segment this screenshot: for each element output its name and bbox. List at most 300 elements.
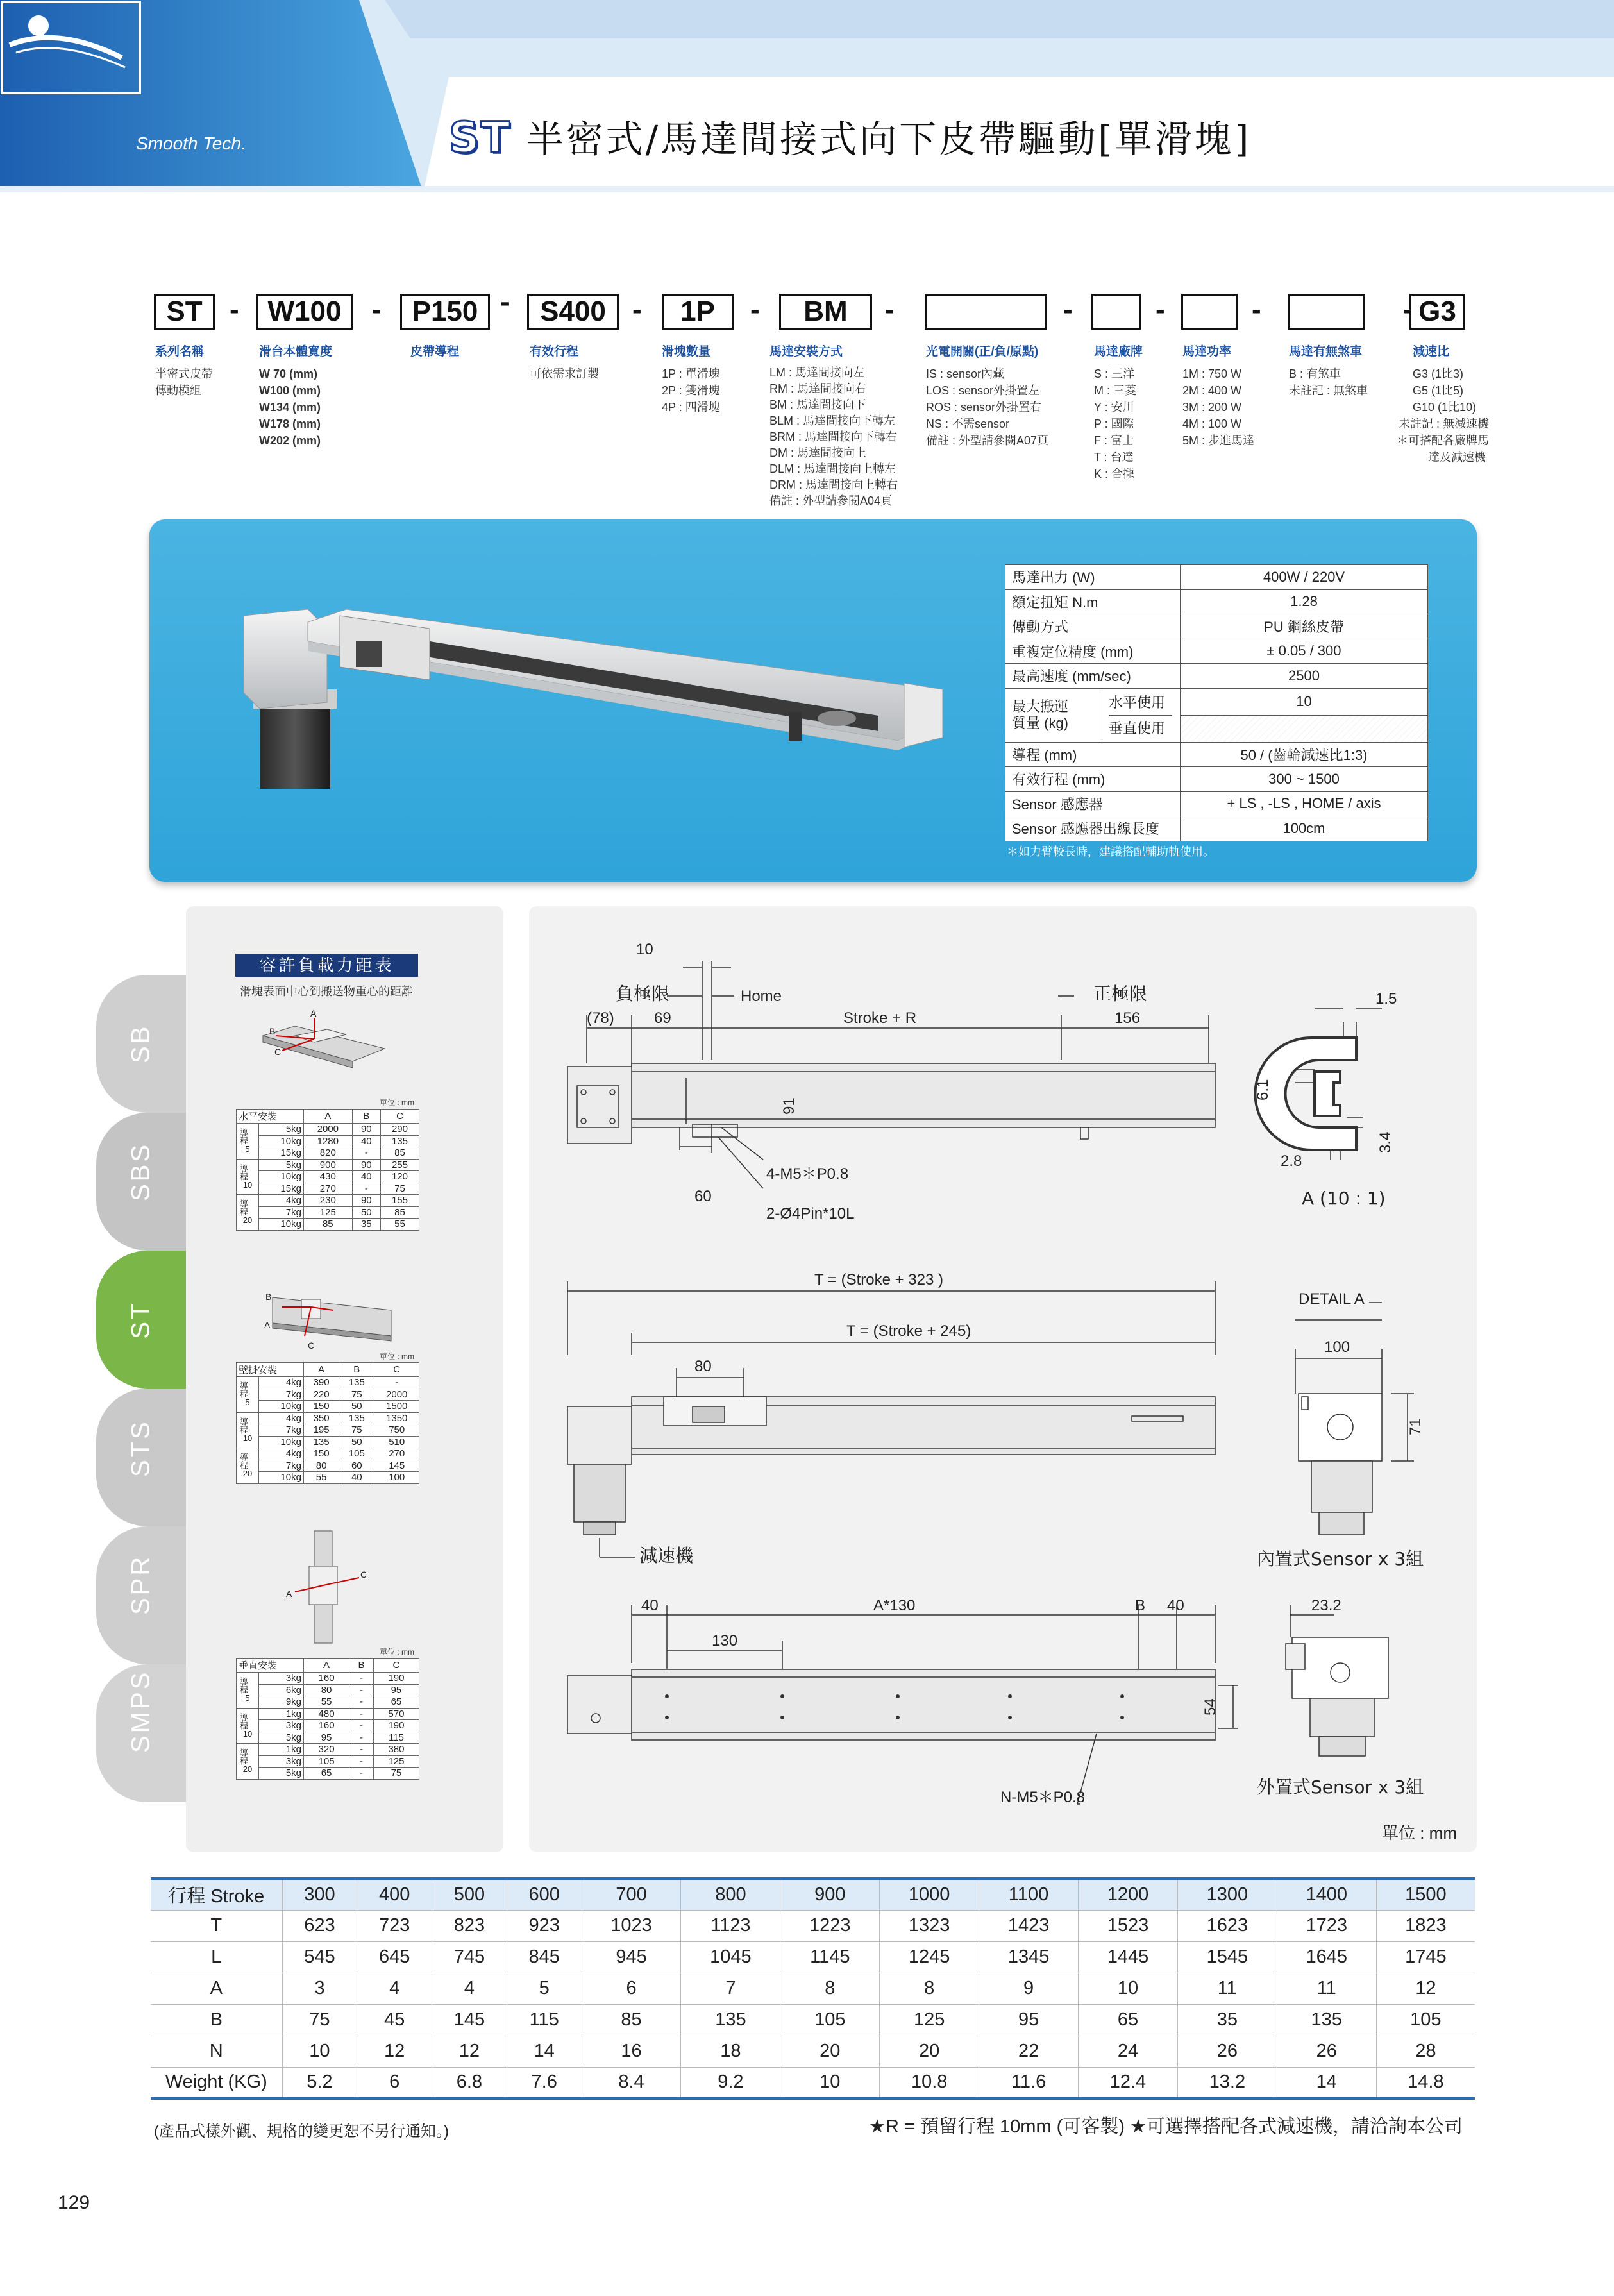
load-cell: - xyxy=(349,1708,374,1720)
pn-dash: - xyxy=(500,286,510,317)
dim-6-1: 6.1 xyxy=(1254,1079,1272,1101)
dims-cell: 7.6 xyxy=(507,2067,582,2098)
pn-dash: - xyxy=(372,294,382,325)
load-lead-value: 10 xyxy=(242,1728,253,1739)
load-row xyxy=(237,1472,419,1484)
dims-row xyxy=(151,1941,1475,1973)
load-cell: 7kg xyxy=(259,1424,304,1437)
spec-value: PU 鋼絲皮帶 xyxy=(1181,614,1428,639)
load-cell: 85 xyxy=(380,1147,419,1160)
dims-cell: 10 xyxy=(780,2067,880,2098)
dims-cell: 1000 xyxy=(880,1878,979,1910)
dims-cell: 11.6 xyxy=(979,2067,1079,2098)
tab-spr[interactable] xyxy=(96,1526,186,1664)
axis-label-a: A xyxy=(264,1320,271,1330)
dims-cell: 10.8 xyxy=(880,2067,979,2098)
dims-cell: 6.8 xyxy=(432,2067,507,2098)
load-lead-cell xyxy=(237,1448,259,1484)
load-cell: 7kg xyxy=(259,1206,304,1219)
dim-156: 156 xyxy=(1114,1009,1141,1027)
load-cell: 10kg xyxy=(259,1135,304,1147)
load-lead-cell xyxy=(237,1708,259,1744)
load-cell: 10kg xyxy=(259,1436,304,1448)
brand-logo xyxy=(0,0,144,96)
dims-cell: 115 xyxy=(507,2004,582,2036)
pn-col-line: 傳動模組 xyxy=(155,384,201,397)
dims-cell: 623 xyxy=(282,1910,357,1941)
load-cell: 2000 xyxy=(304,1124,353,1136)
load-row xyxy=(237,1460,419,1472)
load-cell: 900 xyxy=(304,1159,353,1171)
load-lead-cell xyxy=(237,1159,259,1195)
load-cell: 195 xyxy=(304,1424,339,1437)
pn-col-line: 達及減速機 xyxy=(1428,451,1486,464)
vertical-label: 垂直使用 xyxy=(1109,720,1166,736)
spec-label: 馬達出力 (W) xyxy=(1005,565,1181,590)
pn-box-slider: 1P xyxy=(662,294,734,330)
dims-cell: 1723 xyxy=(1277,1910,1376,1941)
pn-col-series xyxy=(155,344,213,399)
load-row xyxy=(237,1159,419,1171)
tab-sb[interactable] xyxy=(96,975,186,1113)
load-chart-title: 容許負載力距表 xyxy=(235,954,418,977)
pn-col-gear xyxy=(1390,344,1489,466)
tab-label: STS xyxy=(126,1419,155,1477)
detail-a-label: DETAIL A xyxy=(1299,1290,1365,1308)
dims-cell: 1145 xyxy=(780,1941,880,1973)
pn-dash: - xyxy=(1403,294,1413,325)
axis-label-c: C xyxy=(308,1340,315,1351)
load-row xyxy=(237,1124,419,1136)
pn-col-line: B : 有煞車 xyxy=(1289,367,1341,380)
dims-cell: 26 xyxy=(1277,2036,1376,2067)
load-row xyxy=(237,1755,419,1768)
pn-col-stroke xyxy=(530,344,599,382)
dims-cell: 500 xyxy=(432,1878,507,1910)
dims-cell: 1200 xyxy=(1079,1878,1178,1910)
title-text: 半密式/馬達間接式向下皮帶驅動[單滑塊] xyxy=(526,117,1252,161)
vertical-value xyxy=(1181,715,1428,742)
load-cell: 60 xyxy=(339,1460,374,1472)
load-cell: 125 xyxy=(373,1755,419,1768)
dims-cell: 1123 xyxy=(681,1910,780,1941)
detail-scale-label: A (10 : 1) xyxy=(1302,1188,1386,1209)
dims-cell: 11 xyxy=(1277,1973,1376,2004)
page-number: 129 xyxy=(58,2192,90,2213)
load-cell: 1350 xyxy=(374,1412,419,1424)
dims-cell: 1245 xyxy=(880,1941,979,1973)
dims-cell: 945 xyxy=(582,1941,681,1973)
spec-label: 導程 (mm) xyxy=(1005,742,1181,767)
tab-st[interactable] xyxy=(96,1251,186,1389)
dims-cell: 65 xyxy=(1079,2004,1178,2036)
load-cell: 150 xyxy=(304,1401,339,1413)
load-cell: 230 xyxy=(304,1195,353,1207)
dim-130: 130 xyxy=(712,1632,738,1650)
spec-row xyxy=(1005,565,1428,590)
dims-cell: 3 xyxy=(282,1973,357,2004)
dims-cell: 1023 xyxy=(582,1910,681,1941)
load-cell: 380 xyxy=(373,1744,419,1756)
spec-label-max-load-text xyxy=(1012,698,1089,732)
spec-label-max-load xyxy=(1005,688,1181,742)
load-lead-value: 20 xyxy=(242,1764,253,1775)
load-row xyxy=(237,1377,419,1389)
load-header-cell: C xyxy=(380,1110,419,1124)
load-row xyxy=(237,1147,419,1160)
dimensions-table xyxy=(151,1877,1475,2100)
load-cell: 10kg xyxy=(259,1171,304,1183)
dims-row-label: Weight (KG) xyxy=(151,2067,282,2098)
dims-cell: 1823 xyxy=(1376,1910,1475,1941)
load-lead-label: 導程 xyxy=(239,1381,248,1399)
dims-cell: 645 xyxy=(357,1941,432,1973)
pn-col-width xyxy=(259,344,332,449)
spec-label: 傳動方式 xyxy=(1005,614,1181,639)
load-cell: 50 xyxy=(352,1206,380,1219)
load-row xyxy=(237,1448,419,1460)
load-row xyxy=(237,1401,419,1413)
drawing-unit: 單位 : mm xyxy=(1382,1823,1457,1843)
technical-drawing xyxy=(529,906,1477,1852)
pn-box-stroke: S400 xyxy=(527,294,619,330)
dims-cell: 1423 xyxy=(979,1910,1079,1941)
load-cell: 10kg xyxy=(259,1401,304,1413)
load-cell: 75 xyxy=(373,1768,419,1780)
dims-cell: 95 xyxy=(979,2004,1079,2036)
load-cell: 6kg xyxy=(259,1684,304,1696)
dim-1-5: 1.5 xyxy=(1375,990,1397,1008)
pn-dash: - xyxy=(230,294,239,325)
dims-cell: 1323 xyxy=(880,1910,979,1941)
pn-col-line: 未註記 : 無減速機 xyxy=(1398,418,1489,430)
pn-col-line: W134 (mm) xyxy=(259,401,321,414)
dims-cell: 1645 xyxy=(1277,1941,1376,1973)
load-header-row xyxy=(237,1659,419,1673)
dims-cell: 1100 xyxy=(979,1878,1079,1910)
dims-cell: 600 xyxy=(507,1878,582,1910)
dim-69: 69 xyxy=(654,1009,671,1027)
dims-cell: 845 xyxy=(507,1941,582,1973)
pn-col-line: 5M : 步進馬達 xyxy=(1182,434,1255,447)
pn-col-line: 3M : 200 W xyxy=(1182,401,1242,414)
load-cell: 10kg xyxy=(259,1472,304,1484)
load-lead-label: 導程 xyxy=(239,1128,248,1145)
dims-row-label: 行程 Stroke xyxy=(151,1878,282,1910)
m5-label: 4-M5＊P0.8 xyxy=(766,1165,849,1183)
pn-box-mount: BM xyxy=(779,294,872,330)
brand-name: Smooth Tech. xyxy=(136,133,246,153)
load-cell: 9kg xyxy=(259,1696,304,1709)
load-cell: 1kg xyxy=(259,1744,304,1756)
dims-cell: 5 xyxy=(507,1973,582,2004)
load-cell: 5kg xyxy=(259,1124,304,1136)
dims-cell: 1300 xyxy=(1177,1878,1277,1910)
wall-mount-sketch xyxy=(256,1285,410,1355)
pn-col-line: DLM : 馬達間接向上轉左 xyxy=(769,462,896,475)
load-cell: 50 xyxy=(339,1401,374,1413)
load-cell: 190 xyxy=(373,1673,419,1685)
load-header-cell: A xyxy=(304,1110,353,1124)
load-cell: - xyxy=(349,1744,374,1756)
pos-limit-label: 正極限 xyxy=(1093,983,1148,1004)
load-cell: 35 xyxy=(352,1219,380,1231)
spec-value: 300 ~ 1500 xyxy=(1181,767,1428,792)
dims-cell: 12 xyxy=(432,2036,507,2067)
load-row xyxy=(237,1195,419,1207)
load-header-cell: C xyxy=(373,1659,419,1673)
spec-row xyxy=(1005,664,1428,689)
load-cell: 270 xyxy=(374,1448,419,1460)
load-cell: 105 xyxy=(304,1755,349,1768)
tab-sts[interactable] xyxy=(96,1389,186,1526)
spec-row xyxy=(1005,614,1428,639)
dims-cell: 1223 xyxy=(780,1910,880,1941)
product-image xyxy=(237,590,955,795)
load-cell: 1kg xyxy=(259,1708,304,1720)
dims-cell: 145 xyxy=(432,2004,507,2036)
pn-dash: - xyxy=(1063,294,1073,325)
load-cell: 90 xyxy=(352,1159,380,1171)
spec-label: 最高速度 (mm/sec) xyxy=(1005,664,1181,689)
axis-label-a: A xyxy=(310,1010,317,1018)
pn-col-line: 4P : 四滑塊 xyxy=(662,401,720,414)
load-cell: 40 xyxy=(339,1472,374,1484)
load-cell: - xyxy=(352,1147,380,1160)
load-header-cell: A xyxy=(304,1363,339,1377)
load-row xyxy=(237,1673,419,1685)
pn-col-header: 有效行程 xyxy=(530,345,579,359)
pn-col-line: T : 台達 xyxy=(1094,451,1134,464)
dims-cell: 4 xyxy=(357,1973,432,2004)
load-row xyxy=(237,1708,419,1720)
dim-40b: 40 xyxy=(1167,1597,1184,1614)
pn-col-brand xyxy=(1094,344,1143,482)
dims-cell: 800 xyxy=(681,1878,780,1910)
pn-col-line: ＊可搭配各廠牌馬 xyxy=(1397,434,1489,447)
load-cell: 80 xyxy=(304,1684,349,1696)
dim-40a: 40 xyxy=(641,1597,659,1614)
pn-col-header: 馬達有無煞車 xyxy=(1289,345,1363,359)
load-cell: 100 xyxy=(374,1472,419,1484)
pn-col-mount xyxy=(769,344,898,509)
spec-label: 有效行程 (mm) xyxy=(1005,767,1181,792)
load-lead-label: 導程 xyxy=(239,1163,248,1181)
load-header-cell: A xyxy=(304,1659,349,1673)
load-cell: 5kg xyxy=(259,1732,304,1744)
load-cell: 65 xyxy=(373,1696,419,1709)
load-cell: - xyxy=(349,1673,374,1685)
load-lead-cell xyxy=(237,1124,259,1160)
pn-box-power xyxy=(1181,294,1238,330)
load-cell: 750 xyxy=(374,1424,419,1437)
load-cell: - xyxy=(349,1684,374,1696)
spec-label-max-load-wrap xyxy=(1012,690,1173,741)
dims-cell: 18 xyxy=(681,2036,780,2067)
load-cell: 55 xyxy=(380,1219,419,1231)
load-cell: 55 xyxy=(304,1696,349,1709)
axis-label-c: C xyxy=(274,1047,282,1057)
spec-row xyxy=(1005,639,1428,664)
axis-label-c: C xyxy=(360,1569,367,1580)
dims-cell: 16 xyxy=(582,2036,681,2067)
horizontal-value: 10 xyxy=(1181,688,1428,715)
load-cell: 1280 xyxy=(304,1135,353,1147)
vertical-mount-sketch xyxy=(282,1528,385,1650)
spec-label: 重複定位精度 (mm) xyxy=(1005,639,1181,664)
load-cell: 85 xyxy=(304,1219,353,1231)
tab-label: SMPS xyxy=(126,1669,155,1753)
load-cell: 145 xyxy=(374,1460,419,1472)
dims-cell: 28 xyxy=(1376,2036,1475,2067)
load-row xyxy=(237,1389,419,1401)
dim-t-323: T = (Stroke + 323 ) xyxy=(814,1271,943,1288)
load-cell: 320 xyxy=(304,1744,349,1756)
pn-col-header: 馬達安裝方式 xyxy=(769,345,843,359)
pn-col-header: 系列名稱 xyxy=(155,345,205,359)
page-header xyxy=(0,0,1614,199)
load-cell: 135 xyxy=(380,1135,419,1147)
load-cell: 390 xyxy=(304,1377,339,1389)
dims-cell: 8 xyxy=(780,1973,880,2004)
load-cell: 40 xyxy=(352,1171,380,1183)
pn-box-lead: P150 xyxy=(400,294,490,330)
spec-row xyxy=(1005,767,1428,792)
dims-cell: 745 xyxy=(432,1941,507,1973)
pn-col-lead xyxy=(410,344,459,366)
load-cell: 155 xyxy=(380,1195,419,1207)
load-table-horizontal xyxy=(236,1109,419,1231)
pn-col-line: 2P : 雙滑塊 xyxy=(662,384,720,397)
tab-sbs[interactable] xyxy=(96,1113,186,1251)
pn-col-line: NS : 不需sensor xyxy=(926,418,1010,430)
pn-col-line: G5 (1比5) xyxy=(1413,384,1464,397)
dims-cell: 1523 xyxy=(1079,1910,1178,1941)
tab-label: SPR xyxy=(126,1554,155,1615)
load-cell: 75 xyxy=(339,1424,374,1437)
pn-col-line: 未註記 : 無煞車 xyxy=(1289,384,1368,397)
pn-col-line: Y : 安川 xyxy=(1094,401,1134,414)
dims-cell: 5.2 xyxy=(282,2067,357,2098)
external-sensor-label: 外置式Sensor x 3組 xyxy=(1257,1777,1424,1798)
pn-col-line: S : 三洋 xyxy=(1094,367,1135,380)
dims-cell: 1045 xyxy=(681,1941,780,1973)
load-row xyxy=(237,1135,419,1147)
dims-row-label: A xyxy=(151,1973,282,2004)
dim-3-4: 3.4 xyxy=(1377,1131,1394,1153)
load-row xyxy=(237,1219,419,1231)
dims-cell: 75 xyxy=(282,2004,357,2036)
pn-col-line: BM : 馬達間接向下 xyxy=(769,398,866,411)
dims-cell: 135 xyxy=(1277,2004,1376,2036)
spec-row xyxy=(1005,816,1428,841)
dims-cell: 45 xyxy=(357,2004,432,2036)
dims-cell: 1500 xyxy=(1376,1878,1475,1910)
load-cell: 65 xyxy=(304,1768,349,1780)
pn-col-header: 光電開關(正/負/原點) xyxy=(926,345,1039,359)
spec-row xyxy=(1005,742,1428,767)
pn-col-line: 備註 : 外型請參閱A04頁 xyxy=(769,494,893,507)
pn-col-line: ROS : sensor外掛置右 xyxy=(926,401,1042,414)
load-cell: 135 xyxy=(339,1412,374,1424)
dim-23-2: 23.2 xyxy=(1311,1597,1341,1614)
spec-label: 額定扭矩 N.m xyxy=(1005,589,1181,614)
pn-col-power xyxy=(1182,344,1254,449)
load-cell: 80 xyxy=(304,1460,339,1472)
load-cell: 160 xyxy=(304,1673,349,1685)
pn-dash: - xyxy=(750,294,760,325)
pn-col-line: DM : 馬達間接向上 xyxy=(769,446,866,459)
load-cell: 3kg xyxy=(259,1755,304,1768)
load-cell: 55 xyxy=(304,1472,339,1484)
load-cell: 40 xyxy=(352,1135,380,1147)
spec-label: Sensor 感應器 xyxy=(1005,791,1181,816)
load-unit: 單位 : mm xyxy=(380,1648,414,1657)
pn-col-line: 1M : 750 W xyxy=(1182,367,1242,380)
dims-cell: 545 xyxy=(282,1941,357,1973)
home-label: Home xyxy=(741,988,782,1005)
load-cell: 75 xyxy=(380,1183,419,1195)
pn-col-header: 馬達廠牌 xyxy=(1094,345,1143,359)
load-cell: 75 xyxy=(339,1389,374,1401)
dims-cell: 12 xyxy=(1376,1973,1475,2004)
dims-cell: 10 xyxy=(282,2036,357,2067)
dims-row xyxy=(151,2004,1475,2036)
dims-cell: 723 xyxy=(357,1910,432,1941)
dims-row xyxy=(151,2067,1475,2098)
dims-cell: 10 xyxy=(1079,1973,1178,2004)
spec-note: ＊如力臂較長時，建議搭配輔助軌使用。 xyxy=(1007,845,1215,858)
load-table-wall xyxy=(236,1362,419,1484)
load-row xyxy=(237,1744,419,1756)
load-cell: 160 xyxy=(304,1720,349,1732)
load-cell: 270 xyxy=(304,1183,353,1195)
spec-value: + LS , -LS , HOME / axis xyxy=(1181,791,1428,816)
spec-value: 100cm xyxy=(1181,816,1428,841)
load-unit: 單位 : mm xyxy=(380,1098,414,1107)
load-cell: 50 xyxy=(339,1436,374,1448)
pn-col-line: 備註 : 外型請參閱A07頁 xyxy=(926,434,1049,447)
load-lead-label: 導程 xyxy=(239,1748,248,1766)
pn-col-header: 皮帶導程 xyxy=(410,345,460,359)
load-cell: 120 xyxy=(380,1171,419,1183)
tab-smps[interactable] xyxy=(96,1664,186,1802)
load-cell: - xyxy=(349,1755,374,1768)
load-lead-cell xyxy=(237,1377,259,1413)
load-cell: 350 xyxy=(304,1412,339,1424)
load-cell: 105 xyxy=(339,1448,374,1460)
spec-value: ± 0.05 / 300 xyxy=(1181,639,1428,664)
load-lead-label: 導程 xyxy=(239,1453,248,1470)
load-table-vertical xyxy=(236,1658,419,1780)
dim-stroke-r: Stroke + R xyxy=(843,1009,917,1027)
pn-dash: - xyxy=(1252,294,1261,325)
pn-col-line: G10 (1比10) xyxy=(1413,401,1477,414)
load-cell: 95 xyxy=(373,1684,419,1696)
dims-cell: 26 xyxy=(1177,2036,1277,2067)
load-cell: 4kg xyxy=(259,1448,304,1460)
dim-t-245: T = (Stroke + 245) xyxy=(846,1322,971,1340)
pn-box-gear: G3 xyxy=(1409,294,1465,330)
dims-cell: 35 xyxy=(1177,2004,1277,2036)
dims-cell: 9.2 xyxy=(681,2067,780,2098)
dim-a130: A*130 xyxy=(873,1597,916,1614)
load-row xyxy=(237,1684,419,1696)
load-cell: - xyxy=(349,1720,374,1732)
load-lead-value: 5 xyxy=(245,1693,250,1703)
dims-cell: 11 xyxy=(1177,1973,1277,2004)
dims-row-label: L xyxy=(151,1941,282,1973)
